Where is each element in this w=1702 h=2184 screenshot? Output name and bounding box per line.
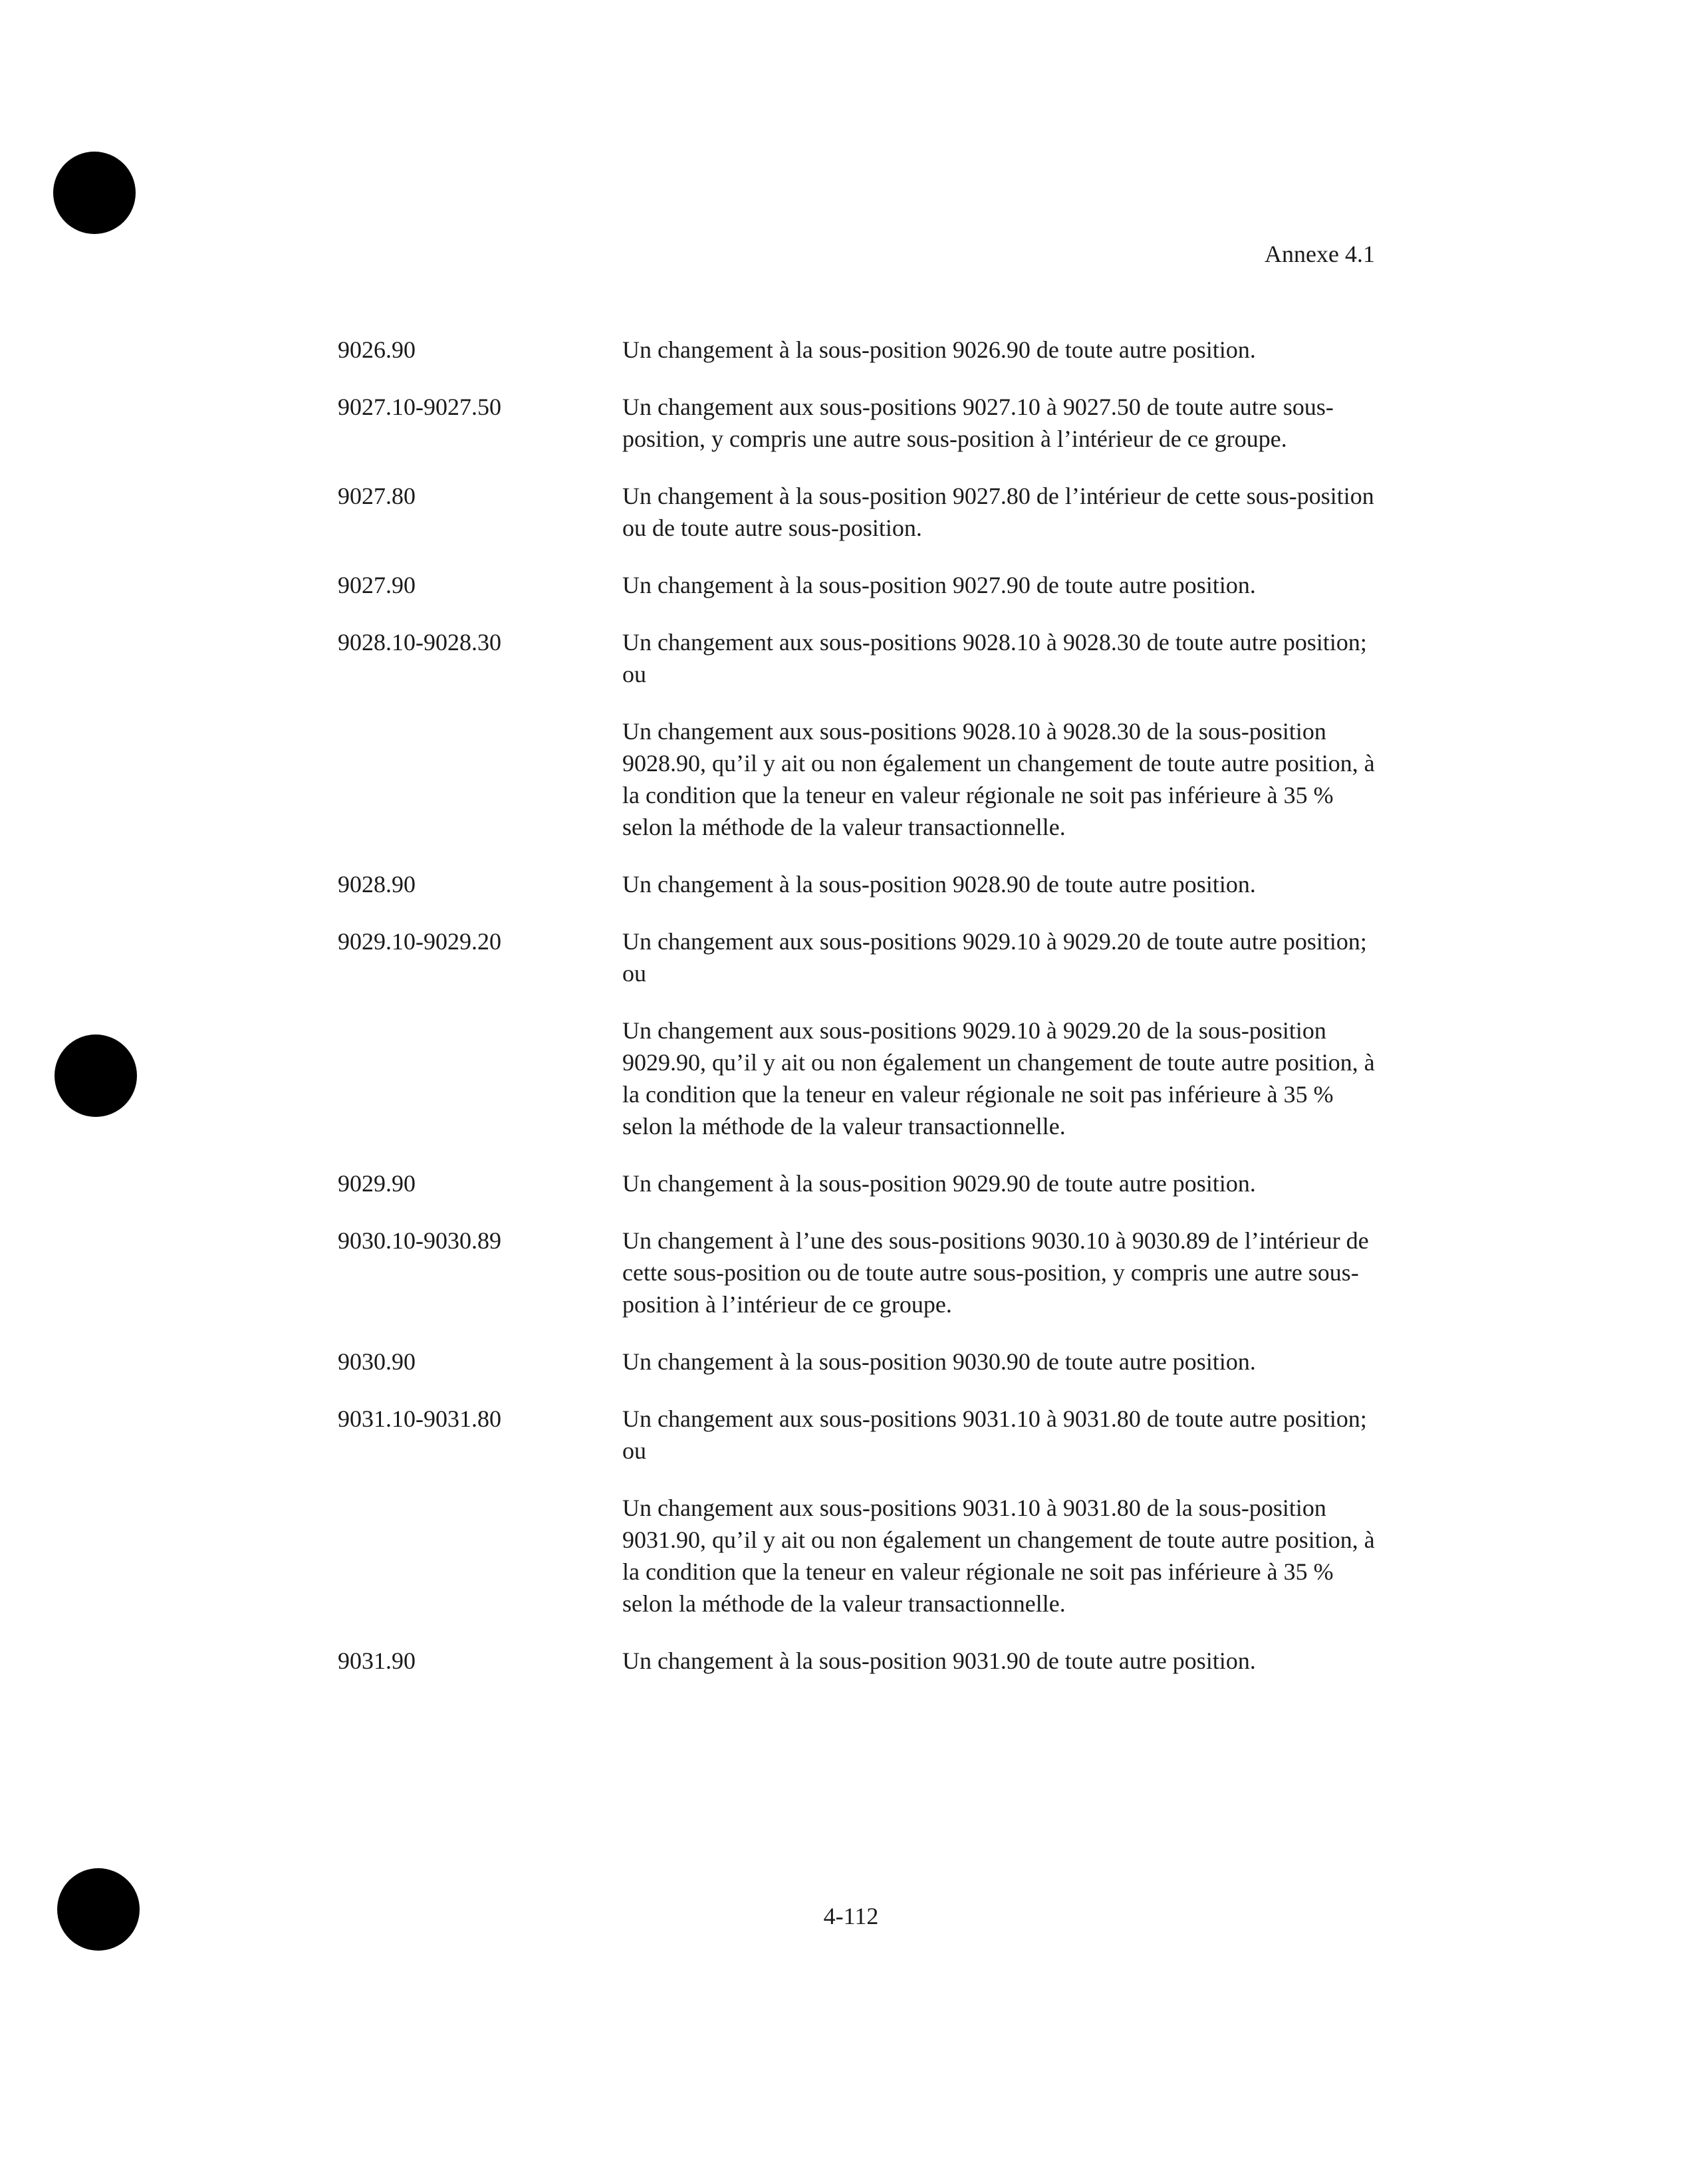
tariff-heading: 9029.10-9029.20	[338, 928, 501, 955]
rule-paragraph: Un changement aux sous-positions 9027.10 à 9027.50 de toute autre sous-position, y compris une autre sous-position à l’intérieur de ce groupe.	[622, 394, 1334, 452]
rule-row	[338, 626, 1375, 868]
punch-hole-top	[53, 152, 136, 234]
rule-row	[338, 1645, 1375, 1702]
rule-paragraph: Un changement aux sous-positions 9031.10 à 9031.80 de toute autre position; ou	[622, 1405, 1367, 1464]
tariff-heading: 9027.80	[338, 483, 416, 509]
rule-row	[338, 1225, 1375, 1346]
rule-text	[622, 1167, 1375, 1225]
rules-table	[338, 334, 1375, 1702]
tariff-heading: 9031.90	[338, 1647, 416, 1674]
tariff-heading: 9031.10-9031.80	[338, 1405, 501, 1432]
rule-text	[622, 1645, 1375, 1702]
rule-paragraph: Un changement à la sous-position 9028.90 de toute autre position.	[622, 871, 1256, 898]
rule-row	[338, 1346, 1375, 1403]
rule-text	[622, 1346, 1375, 1403]
rule-row	[338, 334, 1375, 391]
rule-text	[622, 868, 1375, 925]
rule-text	[622, 1403, 1375, 1645]
tariff-heading: 9030.90	[338, 1348, 416, 1375]
rule-row	[338, 569, 1375, 626]
rule-text	[622, 334, 1375, 391]
punch-hole-middle	[55, 1034, 137, 1117]
rule-row	[338, 391, 1375, 480]
rule-row	[338, 480, 1375, 569]
rule-row	[338, 868, 1375, 925]
rule-paragraph: Un changement à la sous-position 9031.90 de toute autre position.	[622, 1647, 1256, 1674]
rule-paragraph: Un changement aux sous-positions 9029.10 à 9029.20 de toute autre position; ou	[622, 928, 1367, 987]
rule-paragraph: Un changement aux sous-positions 9028.10 à 9028.30 de la sous-position 9028.90, qu’il y ait ou non également un changement de toute autre position, à la condition que la teneur en valeur régionale ne soit pas inférieure à 35 % selon la méthode de la valeur transactionnelle.	[622, 718, 1375, 840]
rule-paragraph: Un changement à la sous-position 9029.90 de toute autre position.	[622, 1170, 1256, 1197]
rule-text	[622, 569, 1375, 626]
rule-paragraph: Un changement aux sous-positions 9029.10 à 9029.20 de la sous-position 9029.90, qu’il y ait ou non également un changement de toute autre position, à la condition que la teneur en valeur régionale ne soit pas inférieure à 35 % selon la méthode de la valeur transactionnelle.	[622, 1017, 1375, 1140]
running-head: Annexe 4.1	[1265, 241, 1375, 267]
tariff-heading: 9028.10-9028.30	[338, 629, 501, 656]
rule-paragraph: Un changement aux sous-positions 9028.10 à 9028.30 de toute autre position; ou	[622, 629, 1367, 687]
tariff-heading: 9029.90	[338, 1170, 416, 1197]
tariff-heading: 9026.90	[338, 336, 416, 363]
page-number: 4-112	[823, 1903, 879, 1929]
rule-row	[338, 1403, 1375, 1645]
rule-paragraph: Un changement à la sous-position 9026.90 de toute autre position.	[622, 336, 1256, 363]
rule-paragraph: Un changement à la sous-position 9027.90 de toute autre position.	[622, 572, 1256, 598]
rule-text	[622, 1225, 1375, 1346]
rule-text	[622, 480, 1375, 569]
rule-text	[622, 391, 1375, 480]
tariff-heading: 9028.90	[338, 871, 416, 898]
tariff-heading: 9030.10-9030.89	[338, 1227, 501, 1254]
tariff-heading: 9027.10-9027.50	[338, 394, 501, 420]
rule-text	[622, 925, 1375, 1167]
tariff-heading: 9027.90	[338, 572, 416, 598]
rule-row	[338, 1167, 1375, 1225]
rule-paragraph: Un changement à la sous-position 9030.90 de toute autre position.	[622, 1348, 1256, 1375]
rule-paragraph: Un changement à la sous-position 9027.80 de l’intérieur de cette sous-position ou de toute autre sous-position.	[622, 483, 1374, 541]
rule-row	[338, 925, 1375, 1167]
rule-paragraph: Un changement aux sous-positions 9031.10 à 9031.80 de la sous-position 9031.90, qu’il y ait ou non également un changement de toute autre position, à la condition que la teneur en valeur régionale ne soit pas inférieure à 35 % selon la méthode de la valeur transactionnelle.	[622, 1495, 1375, 1617]
rule-text	[622, 626, 1375, 868]
rule-paragraph: Un changement à l’une des sous-positions 9030.10 à 9030.89 de l’intérieur de cette sous-position ou de toute autre sous-position, y compris une autre sous-position à l’intérieur de ce groupe.	[622, 1227, 1369, 1318]
